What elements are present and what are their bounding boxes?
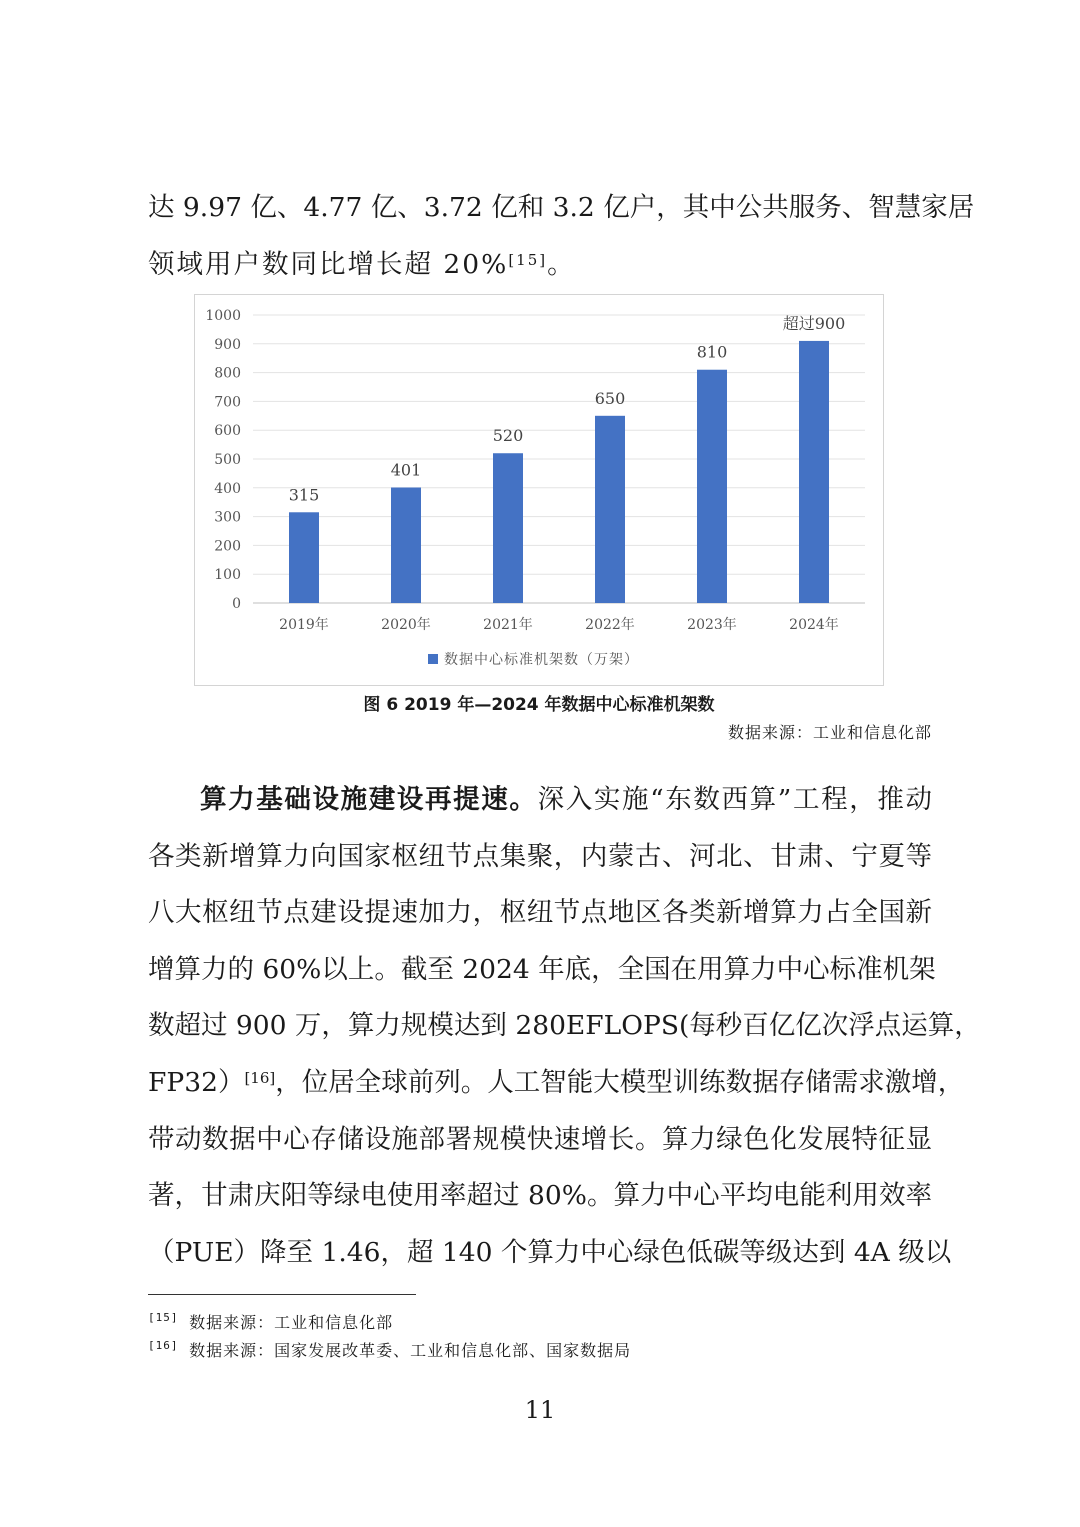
y-tick-label: 300: [214, 509, 241, 526]
body-line: 八大枢纽节点建设提速加力，枢纽节点地区各类新增算力占全国新: [148, 897, 932, 928]
body-line: 数超过 900 万，算力规模达到 280EFLOPS(每秒百亿亿次浮点运算，: [148, 1010, 981, 1041]
body-line: 达 9.97 亿、4.77 亿、3.72 亿和 3.2 亿户，其中公共服务、智慧家居: [148, 192, 975, 223]
bar: [493, 453, 523, 603]
y-tick-label: 900: [214, 336, 241, 353]
data-label: 315: [288, 485, 320, 505]
body-line: 著，甘肃庆阳等绿电使用率超过 80%。算力中心平均电能利用效率: [148, 1180, 932, 1211]
x-tick-label: 2023年: [687, 617, 737, 633]
body-line: 增算力的 60%以上。截至 2024 年底，全国在用算力中心标准机架: [148, 954, 936, 985]
page-number: 11: [524, 1396, 556, 1424]
y-tick-label: 600: [214, 423, 241, 440]
x-tick-label: 2019年: [279, 617, 329, 633]
body-line: FP32）[16] ，位居全球前列。人工智能大模型训练数据存储需求激增，: [148, 1067, 965, 1098]
body-line: 各类新增算力向国家枢纽节点集聚，内蒙古、河北、甘肃、宁夏等: [148, 841, 932, 872]
body-line: （PUE）降至 1.46，超 140 个算力中心绿色低碳等级达到 4A 级以: [148, 1237, 952, 1268]
body-line: 带动数据中心存储设施部署规模快速增长。算力绿色化发展特征显: [148, 1124, 932, 1155]
bar: [697, 370, 727, 603]
data-label: 超过900: [782, 313, 846, 333]
data-label: 810: [696, 342, 728, 362]
bar: [595, 416, 625, 603]
footnote-15: [15] 数据来源：工业和信息化部: [148, 1311, 394, 1332]
x-tick-label: 2024年: [789, 617, 839, 633]
figure-caption: 图 6 2019 年—2024 年数据中心标准机架数: [363, 695, 715, 715]
y-tick-label: 1000: [205, 308, 241, 324]
data-label: 520: [492, 426, 524, 446]
data-label: 650: [594, 388, 626, 408]
body-line: 领域用户数同比增长超 20%[15]。: [148, 249, 576, 280]
footnote-ref[interactable]: [15]: [508, 251, 548, 269]
paragraph-lead: 算力基础设施建设再提速。: [200, 784, 538, 815]
x-tick-label: 2021年: [483, 617, 533, 633]
footnote-16: [16] 数据来源：国家发展改革委、工业和信息化部、国家数据局: [148, 1339, 632, 1360]
data-label: 401: [390, 460, 422, 480]
bar: [289, 512, 319, 603]
legend-swatch: [428, 654, 438, 664]
footnote-ref[interactable]: [16]: [244, 1069, 276, 1087]
y-tick-label: 100: [214, 567, 241, 584]
body-line: 算力基础设施建设再提速。深入实施“东数西算”工程，推动: [200, 784, 932, 815]
figure-source: 数据来源：工业和信息化部: [727, 723, 932, 742]
x-tick-label: 2022年: [585, 617, 635, 633]
bar: [391, 488, 421, 603]
y-tick-label: 700: [214, 394, 241, 411]
legend-label: 数据中心标准机架数（万架）: [444, 652, 639, 668]
y-tick-label: 0: [232, 596, 241, 612]
y-tick-label: 200: [214, 538, 241, 555]
y-tick-label: 500: [214, 452, 241, 468]
chart-canvas: [195, 295, 885, 687]
y-tick-label: 800: [214, 365, 241, 382]
bar-chart: [194, 294, 884, 686]
bar: [799, 341, 829, 603]
x-tick-label: 2020年: [381, 617, 431, 633]
footnote-divider: [148, 1294, 416, 1295]
y-tick-label: 400: [214, 480, 241, 497]
